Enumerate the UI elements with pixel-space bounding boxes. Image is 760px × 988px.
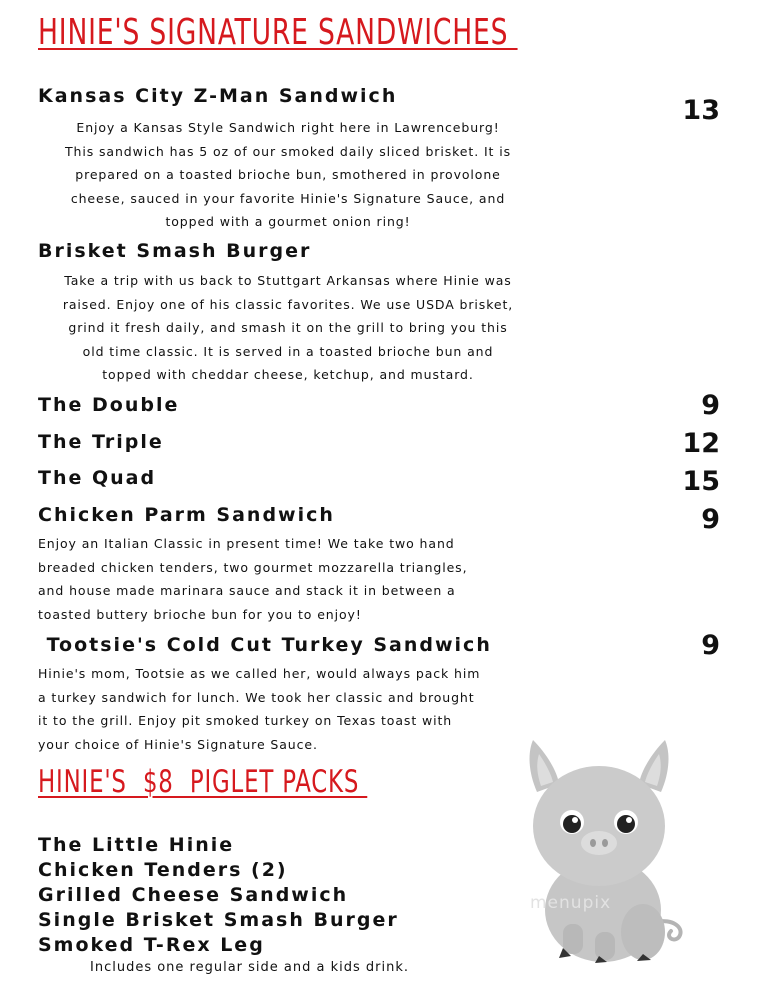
menu-item-description-chicken-parm-sandwich: Enjoy an Italian Classic in present time! We take two hand breaded chicken tenders, two gourmet mozzarella triangles, and house made marinara sauce and stack it in between a toasted buttery brioche bun for you to enjoy! [38, 536, 468, 622]
menu-item-name-kansas-city-z-man: Kansas City Z-Man Sandwich [38, 85, 398, 107]
watermark-text: menupix [530, 893, 612, 913]
pig-mascot-icon [515, 732, 695, 968]
menu-item-description-tootsies-turkey-sandwich: Hinie's mom, Tootsie as we called her, would always pack him a turkey sandwich for lunch. We took her classic and brought it to the grill. Enjoy pit smoked turkey on Texas toast with your choice of Hinie's Signature Sauce. [38, 666, 481, 752]
piglet-pack-item-single-brisket-smash-burger: Single Brisket Smash Burger [38, 909, 399, 931]
section-title-signature-sandwiches: HINIE'S SIGNATURE SANDWICHES [38, 12, 518, 53]
menu-item-price-chicken-parm-sandwich: 9 [701, 504, 720, 535]
piglet-pack-item-chicken-tenders: Chicken Tenders (2) [38, 859, 288, 881]
menu-item-price-the-triple: 12 [682, 428, 720, 459]
menu-item-name-the-double: The Double [38, 394, 180, 416]
menu-item-description-brisket-smash-burger: Take a trip with us back to Stuttgart Arkansas where Hinie was raised. Enjoy one of his classic favorites. We use USDA brisket, grind it fresh daily, and smash it on the grill to bring you this old time classic. It is served in a toasted brioche bun and topped with cheddar cheese, ketchup, and mustard. [62, 273, 514, 382]
menu-item-price-tootsies-turkey-sandwich: 9 [701, 630, 720, 661]
menu-item-price-kansas-city-z-man: 13 [682, 95, 720, 126]
menu-item-name-the-quad: The Quad [38, 467, 157, 489]
piglet-pack-item-little-hinie: The Little Hinie [38, 834, 235, 856]
menu-item-name-chicken-parm-sandwich: Chicken Parm Sandwich [38, 504, 335, 526]
piglet-pack-item-grilled-cheese: Grilled Cheese Sandwich [38, 884, 349, 906]
menu-item-price-the-quad: 15 [682, 466, 720, 497]
menu-item-price-the-double: 9 [701, 390, 720, 421]
piglet-pack-note: Includes one regular side and a kids drink. [90, 960, 410, 975]
piglet-pack-item-smoked-t-rex-leg: Smoked T-Rex Leg [38, 934, 265, 956]
menu-item-name-brisket-smash-burger: Brisket Smash Burger [38, 240, 312, 262]
menu-item-name-the-triple: The Triple [38, 431, 164, 453]
menu-item-name-tootsies-turkey-sandwich: Tootsie's Cold Cut Turkey Sandwich [38, 634, 492, 656]
menu-item-description-kansas-city-z-man: Enjoy a Kansas Style Sandwich right here in Lawrenceburg! This sandwich has 5 oz of our smoked daily sliced brisket. It is prepared on a toasted brioche bun, smothered in provolone cheese, sauced in your favorite Hinie's Signature Sauce, and topped with a gourmet onion ring! [65, 120, 511, 229]
section-title-piglet-packs: HINIE'S $8 PIGLET PACKS [38, 764, 368, 800]
